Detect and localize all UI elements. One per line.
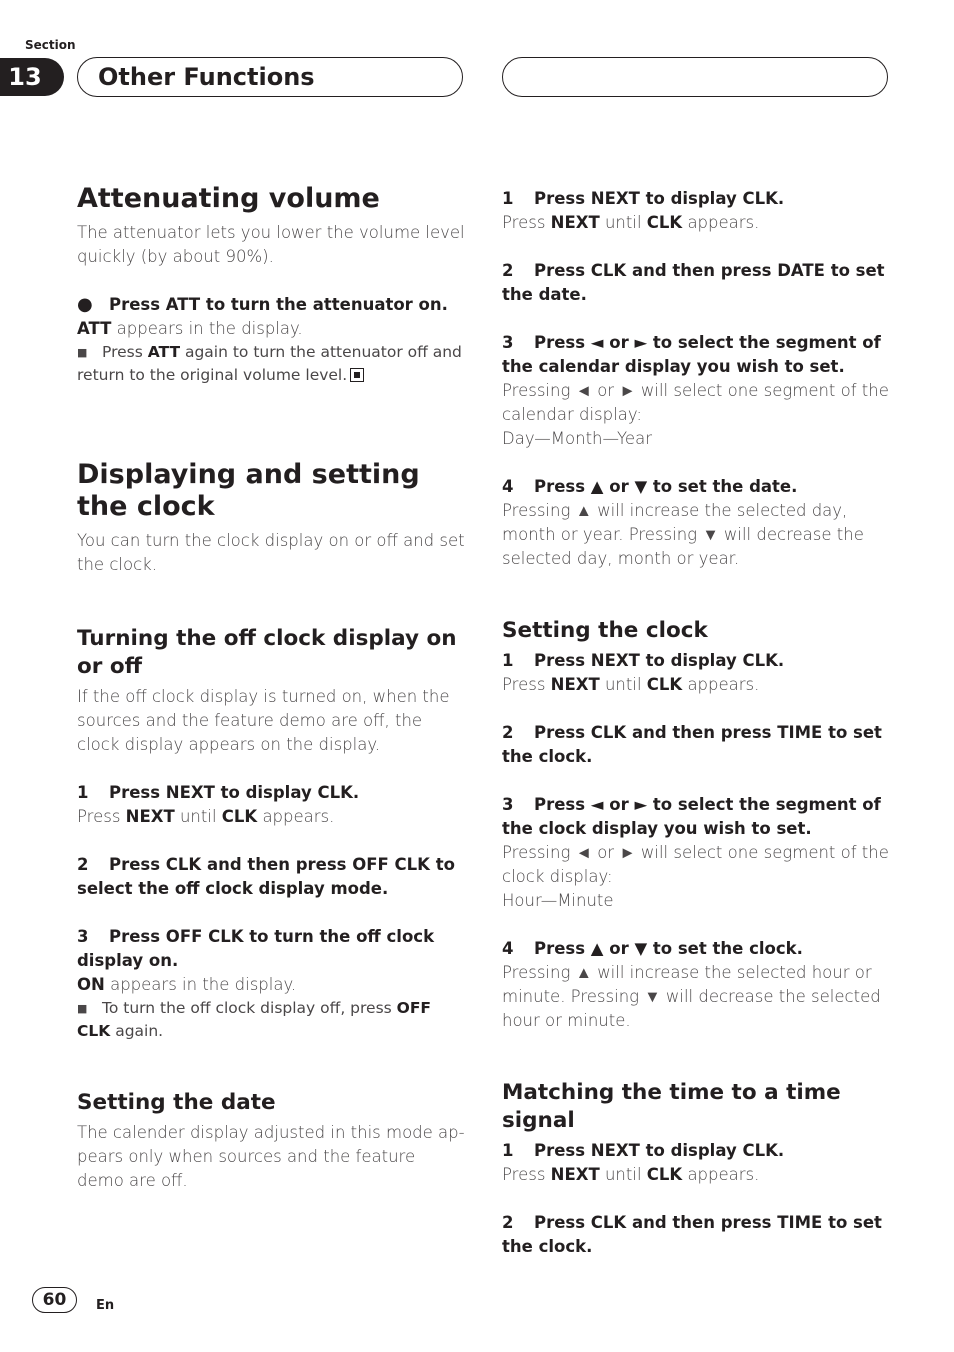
set-clock-sequence: Hour—Minute [502,891,614,910]
set-date-step-4-body: Pressing ▲ will increase the selected day, month or year. Pressing ▼ will decrease the selected day, month or year. [502,501,864,568]
heading-matching-time: Matching the time to a time signal [502,1080,841,1133]
chapter-title: Other Functions [77,57,463,97]
set-date-step-3-body: Pressing ◄ or ► will select one segment of the calendar display: [502,381,889,424]
attenuating-step: ● Press ATT to turn the attenuator on. [77,294,448,315]
set-date-step-1-body: Press NEXT until CLK appears. [502,213,760,232]
section-label: Section [25,38,76,52]
left-column [77,183,465,1193]
set-clock-step-1-body: Press NEXT until CLK appears. [502,675,760,694]
language-code: En [96,1298,115,1313]
match-time-step-2: 2 Press CLK and then press TIME to set the clock. [502,1213,882,1256]
set-date-intro: The calender display adjusted in this mode appears only when sources and the feature demo are off. [77,1123,465,1190]
off-clock-intro: If the off clock display is turned on, when the sources and the feature demo are off, the clock display appears on the display. [77,687,450,754]
attenuating-note: ■ Press ATT again to turn the attenuator off and return to the original volume level. [77,343,462,384]
right-column [502,187,890,1259]
set-date-step-3: 3 Press ◄ or ► to select the segment of the calendar display you wish to set. [502,333,881,376]
heading-setting-date: Setting the date [77,1090,276,1115]
note-square-icon: ■ [77,346,88,359]
bullet-icon: ● [77,294,93,315]
set-date-step-2: 2 Press CLK and then press DATE to set the date. [502,261,885,304]
page-number: 60 [32,1287,77,1313]
end-mark-icon [350,368,364,382]
set-clock-step-1: 1 Press NEXT to display CLK. [502,651,785,670]
heading-displaying-setting-clock: Displaying and setting the clock [77,459,420,522]
header-blank-box [502,57,888,97]
off-clock-step-1-body: Press NEXT until CLK appears. [77,807,335,826]
set-clock-step-2: 2 Press CLK and then press TIME to set the clock. [502,723,882,766]
match-time-step-1: 1 Press NEXT to display CLK. [502,1141,785,1160]
set-date-step-1: 1 Press NEXT to display CLK. [502,189,785,208]
set-clock-step-4: 4 Press ▲ or ▼ to set the clock. [502,939,803,958]
off-clock-step-3-body: ON appears in the display. [77,975,297,994]
heading-turning-off-clock: Turning the off clock display on or off [77,626,457,679]
attenuating-intro: The attenuator lets you lower the volume level quickly (by about 90%). [77,223,465,266]
set-date-step-4: 4 Press ▲ or ▼ to set the date. [502,477,798,496]
match-time-step-1-body: Press NEXT until CLK appears. [502,1165,760,1184]
clock-intro: You can turn the clock display on or off and set the clock. [77,531,465,574]
set-clock-step-3-body: Pressing ◄ or ► will select one segment of the clock display: [502,843,889,886]
off-clock-step-1: 1 Press NEXT to display CLK. [77,783,360,802]
section-number: 13 [0,58,64,96]
off-clock-step-3: 3 Press OFF CLK to turn the off clock display on. [77,927,435,970]
off-clock-note: ■ To turn the off clock display off, press OFF CLK again. [77,999,432,1040]
attenuating-result: ATT appears in the display. [77,319,303,338]
set-clock-step-4-body: Pressing ▲ will increase the selected hour or minute. Pressing ▼ will decrease the selected hour or minute. [502,963,881,1030]
set-date-sequence: Day—Month—Year [502,429,652,448]
set-clock-step-3: 3 Press ◄ or ► to select the segment of the clock display you wish to set. [502,795,881,838]
off-clock-step-2: 2 Press CLK and then press OFF CLK to select the off clock display mode. [77,855,455,898]
heading-setting-clock: Setting the clock [502,618,708,643]
heading-attenuating-volume: Attenuating volume [77,183,380,214]
note-square-icon: ■ [77,1002,88,1015]
